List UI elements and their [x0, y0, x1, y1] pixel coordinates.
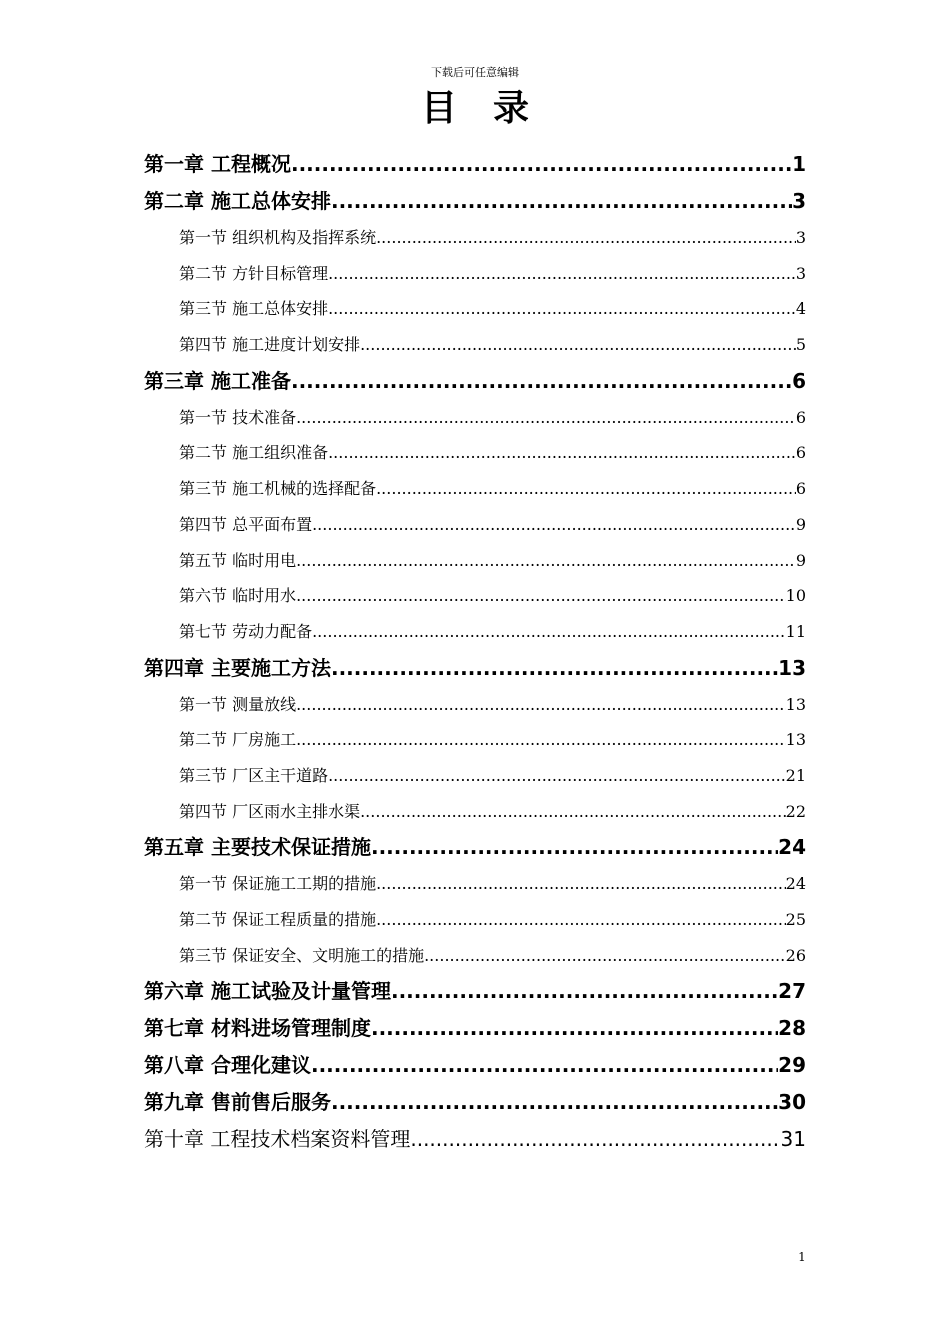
dot-leader: [360, 327, 796, 363]
toc-entry-label: 第五节 临时用电: [179, 550, 297, 570]
dot-leader: [296, 400, 796, 436]
dot-leader: [371, 1010, 778, 1047]
toc-entry[interactable]: [144, 687, 806, 723]
toc-entry[interactable]: [144, 183, 806, 220]
toc-entry[interactable]: [144, 938, 806, 974]
toc-entry-label: 第四节 总平面布置: [179, 514, 313, 534]
toc-entry-page: 31: [780, 1127, 806, 1152]
dot-leader: [328, 435, 796, 471]
toc-entry[interactable]: [144, 291, 806, 327]
toc-entry-label: 第四节 厂区雨水主排水渠: [179, 801, 361, 821]
toc-entry-label: 第十章 工程技术档案资料管理: [144, 1127, 411, 1152]
toc-entry[interactable]: [144, 543, 806, 579]
toc-entry-label: 第二节 保证工程质量的措施: [179, 910, 377, 929]
toc-entry[interactable]: [144, 400, 806, 436]
toc-entry-label: 第三节 保证安全、文明施工的措施: [179, 945, 425, 965]
toc-entry[interactable]: [144, 256, 806, 292]
toc-entry-page: 26: [785, 945, 806, 965]
toc-entry-page: 10: [785, 586, 806, 606]
toc-entry-label: 第二节 厂房施工: [179, 730, 297, 750]
page-number: 1: [798, 1250, 806, 1264]
toc-entry-page: 3: [795, 263, 806, 283]
toc-entry[interactable]: [144, 1010, 806, 1047]
toc-entry[interactable]: [144, 327, 806, 363]
dot-leader: [410, 1121, 780, 1158]
toc-entry-page: 6: [792, 368, 806, 393]
dot-leader: [296, 687, 786, 723]
dot-leader: [291, 146, 792, 183]
toc-entry-label: 第三节 厂区主干道路: [179, 765, 329, 785]
toc-entry-page: 28: [778, 1016, 806, 1041]
dot-leader: [331, 183, 792, 220]
toc-entry-label: 第七章 材料进场管理制度: [144, 1016, 371, 1041]
toc-entry[interactable]: [144, 1121, 806, 1158]
toc-entry-page: 25: [785, 910, 806, 929]
toc-entry-label: 第二节 方针目标管理: [179, 263, 329, 283]
toc-entry[interactable]: [144, 829, 806, 866]
toc-entry-label: 第一节 组织机构及指挥系统: [179, 228, 377, 247]
dot-leader: [291, 363, 792, 400]
page-title: 目录: [420, 88, 565, 129]
toc-entry-label: 第一节 技术准备: [179, 407, 297, 427]
dot-leader: [331, 650, 778, 687]
toc-entry-page: 9: [795, 550, 806, 570]
dot-leader: [376, 866, 786, 902]
toc-entry-label: 第一节 保证施工工期的措施: [179, 874, 377, 894]
toc-entry[interactable]: [144, 722, 806, 758]
header-note: 下载后可任意编辑: [431, 66, 519, 79]
toc-entry-label: 第六节 临时用水: [179, 586, 297, 606]
toc-entry-label: 第三节 施工总体安排: [179, 299, 329, 319]
toc-entry-label: 第一章 工程概况: [144, 152, 291, 176]
toc-entry-page: 11: [785, 621, 806, 641]
toc-entry-page: 3: [795, 228, 806, 247]
table-of-contents: [144, 146, 806, 1158]
toc-entry-page: 6: [795, 407, 806, 427]
toc-entry-label: 第三章 施工准备: [144, 368, 291, 393]
toc-entry[interactable]: [144, 146, 806, 183]
dot-leader: [312, 507, 796, 543]
toc-entry-label: 第二章 施工总体安排: [144, 189, 331, 213]
toc-entry[interactable]: [144, 435, 806, 471]
toc-entry[interactable]: [144, 363, 806, 400]
toc-entry-page: 27: [778, 979, 806, 1004]
toc-entry[interactable]: [144, 902, 806, 938]
toc-entry-label: 第五章 主要技术保证措施: [144, 835, 371, 860]
toc-entry[interactable]: [144, 507, 806, 543]
toc-entry[interactable]: [144, 614, 806, 650]
toc-entry-page: 30: [778, 1090, 806, 1115]
toc-entry-page: 29: [778, 1053, 806, 1078]
toc-entry[interactable]: [144, 794, 806, 830]
dot-leader: [328, 256, 796, 292]
toc-entry-label: 第四章 主要施工方法: [144, 655, 331, 680]
dot-leader: [296, 578, 786, 614]
toc-entry-page: 13: [778, 655, 806, 680]
toc-entry[interactable]: [144, 220, 806, 256]
toc-entry-label: 第三节 施工机械的选择配备: [179, 479, 377, 499]
dot-leader: [360, 794, 786, 830]
toc-entry-page: 9: [795, 514, 806, 534]
toc-entry[interactable]: [144, 866, 806, 902]
dot-leader: [424, 938, 786, 974]
toc-entry[interactable]: [144, 758, 806, 794]
toc-entry[interactable]: [144, 471, 806, 507]
dot-leader: [331, 1084, 778, 1121]
dot-leader: [376, 902, 786, 938]
toc-entry[interactable]: [144, 973, 806, 1010]
toc-entry-label: 第七节 劳动力配备: [179, 621, 313, 641]
toc-entry-page: 6: [795, 443, 806, 463]
dot-leader: [312, 614, 786, 650]
toc-entry[interactable]: [144, 1047, 806, 1084]
dot-leader: [371, 829, 778, 866]
toc-entry-label: 第二节 施工组织准备: [179, 443, 329, 463]
toc-entry-page: 24: [778, 835, 806, 860]
toc-entry-page: 3: [792, 189, 806, 213]
dot-leader: [311, 1047, 778, 1084]
toc-entry-page: 1: [792, 152, 806, 176]
dot-leader: [376, 220, 796, 256]
toc-entry-page: 22: [785, 801, 806, 821]
dot-leader: [296, 543, 796, 579]
dot-leader: [328, 758, 786, 794]
toc-entry-label: 第九章 售前售后服务: [144, 1090, 331, 1115]
toc-entry[interactable]: [144, 650, 806, 687]
toc-entry-page: 13: [785, 730, 806, 750]
dot-leader: [391, 973, 778, 1010]
toc-entry-page: 24: [785, 874, 806, 894]
dot-leader: [328, 291, 796, 327]
dot-leader: [376, 471, 796, 507]
toc-entry[interactable]: [144, 1084, 806, 1121]
toc-entry-label: 第六章 施工试验及计量管理: [144, 979, 391, 1004]
dot-leader: [296, 722, 786, 758]
toc-entry-page: 13: [785, 694, 806, 714]
toc-entry-label: 第八章 合理化建议: [144, 1053, 311, 1078]
toc-entry-page: 4: [795, 299, 806, 319]
toc-entry-page: 5: [795, 335, 806, 355]
toc-entry-label: 第一节 测量放线: [179, 694, 297, 714]
toc-entry[interactable]: [144, 578, 806, 614]
toc-entry-page: 21: [785, 765, 806, 785]
toc-entry-label: 第四节 施工进度计划安排: [179, 335, 361, 355]
toc-entry-page: 6: [795, 479, 806, 499]
